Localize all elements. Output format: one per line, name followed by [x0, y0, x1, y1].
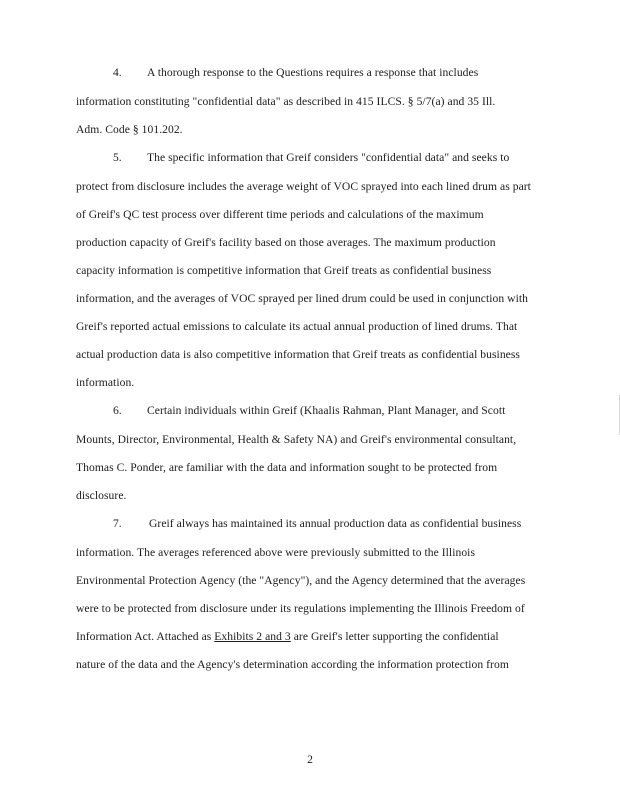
- paragraph-line: Adm. Code § 101.202.: [76, 123, 183, 136]
- paragraph-line: Greif's reported actual emissions to calculate its actual annual production of lined drums. That: [76, 320, 518, 333]
- paragraph-line: production capacity of Greif's facility based on those averages. The maximum production: [76, 236, 496, 249]
- page-number: 2: [307, 753, 313, 766]
- paragraph-line: Mounts, Director, Environmental, Health & Safety NA) and Greif's environmental consultant,: [76, 433, 517, 446]
- paragraph-line: were to be protected from disclosure under its regulations implementing the Illinois Freedom of: [76, 602, 525, 615]
- exhibits-link[interactable]: Exhibits 2 and 3: [214, 630, 291, 643]
- paragraph-line: protect from disclosure includes the average weight of VOC sprayed into each lined drum as part: [76, 180, 531, 193]
- paragraph-line: [76, 630, 499, 644]
- paragraph-line: information, and the averages of VOC sprayed per lined drum could be used in conjunction with: [76, 292, 528, 305]
- paragraph-line: A thorough response to the Questions requires a response that includes: [147, 66, 479, 79]
- paragraph-number: 6.: [113, 404, 122, 417]
- line-text-before: Information Act. Attached as: [76, 630, 215, 643]
- paragraph-line: Thomas C. Ponder, are familiar with the data and information sought to be protected from: [76, 461, 498, 474]
- paragraph-line: of Greif's QC test process over different time periods and calculations of the maximum: [76, 208, 484, 221]
- paragraph-line: capacity information is competitive information that Greif treats as confidential business: [76, 264, 492, 277]
- paragraph-number: 5.: [113, 151, 122, 164]
- line-text-after: are Greif's letter supporting the confidential: [290, 630, 499, 643]
- paragraph-line: Environmental Protection Agency (the "Agency"), and the Agency determined that the averages: [76, 574, 526, 587]
- paragraph-line: Certain individuals within Greif (Khaalis Rahman, Plant Manager, and Scott: [147, 404, 506, 417]
- paragraph-line: information. The averages referenced above were previously submitted to the Illinois: [76, 546, 476, 559]
- paragraph-line: information constituting "confidential data" as described in 415 ILCS. § 5/7(a) and 35 Ill.: [76, 95, 496, 108]
- paragraph-number: 7.: [113, 517, 122, 530]
- paragraph-line: actual production data is also competitive information that Greif treats as confidential business: [76, 348, 520, 361]
- paragraph-number: 4.: [113, 66, 122, 79]
- paragraph-line: Greif always has maintained its annual production data as confidential business: [149, 517, 522, 530]
- paragraph-line: information.: [76, 376, 135, 389]
- paragraph-line: nature of the data and the Agency's determination according the information protection from: [76, 658, 509, 671]
- paragraph-line: disclosure.: [76, 489, 127, 502]
- paragraph-line: The specific information that Greif considers "confidential data" and seeks to: [147, 151, 510, 164]
